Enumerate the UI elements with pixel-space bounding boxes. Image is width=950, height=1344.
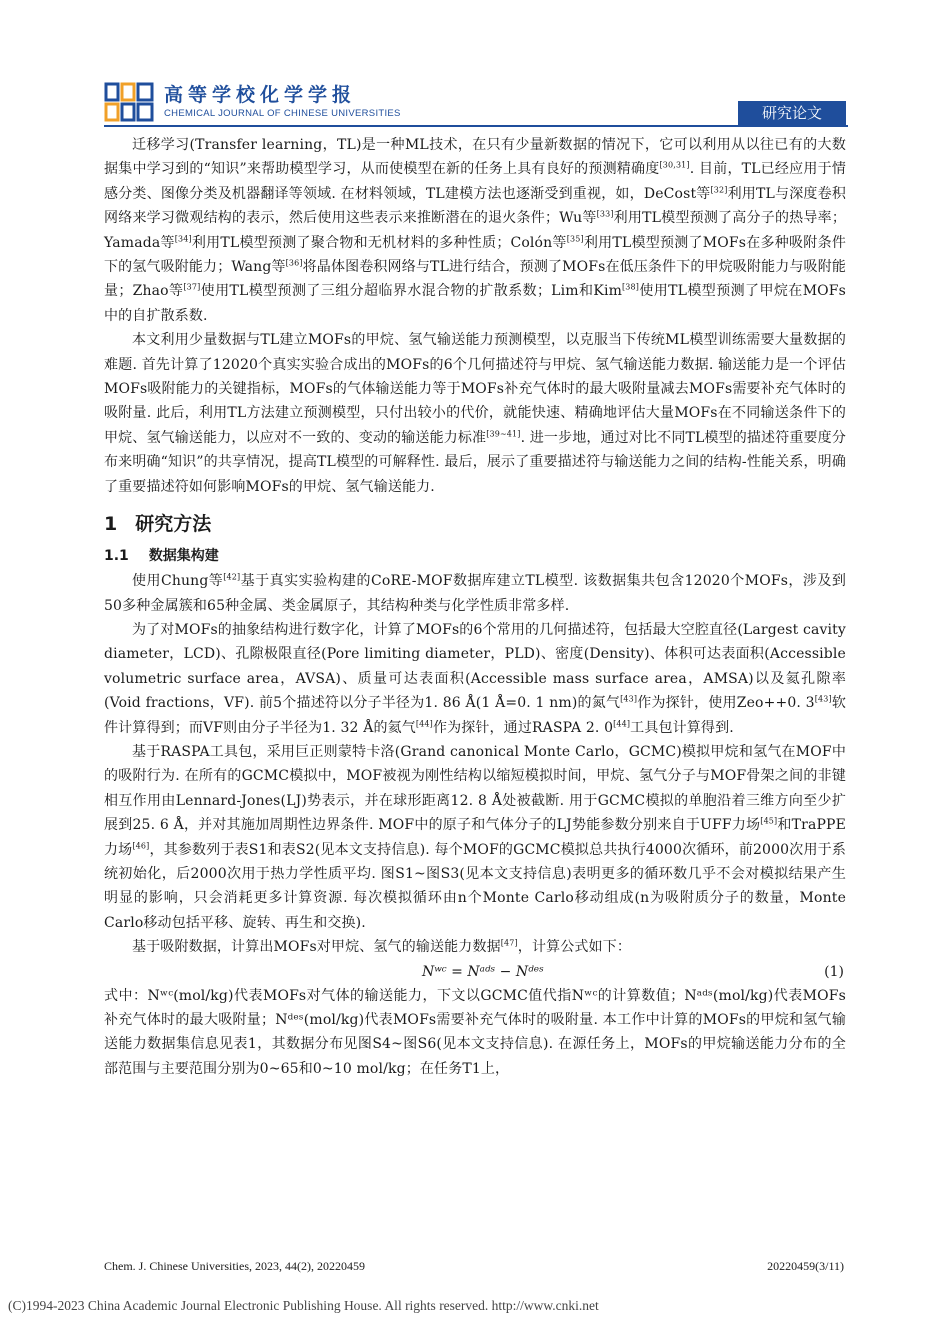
section-tag: 研究论文 (738, 101, 846, 127)
section-number: 1 (104, 513, 118, 536)
citation-ref[interactable]: [36] (285, 258, 303, 268)
subsection-title: 数据集构建 (148, 548, 219, 565)
citation-ref[interactable]: [30,31] (659, 160, 690, 170)
paragraph-descriptors: 为了对MOFs的抽象结构进行数字化，计算了MOFs的6个常用的几何描述符，包括最大空腔直径(Largest cavity diameter，LCD)、孔隙极限直径(Pore limiting diameter，PLD)、密度(Density)、体积可达表面积(Accessible volumetric surface area，AVSA)、质量可达表面积(Accessible mass surface area，AMSA)以及氦孔隙率(Void fractions，VF). 前5个描述符以分子半径为1. 86 Å(1 Å=0. 1 nm)的氮气[43]作为探针，使用Zeo++0. 3[43]软件计算得到；而VF则由分子半径为1. 32 Å的氦气[44]作为探针，通过RASPA 2. 0[44]工具包计算得到. (104, 621, 846, 736)
paragraph-dataset: 使用Chung等[42]基于真实实验构建的CoRE-MOF数据库建立TL模型. 该数据集共包含12020个MOFs，涉及到50多种金属簇和65种金属、类金属原子，其结构种类与化学性质非常多样. (104, 572, 846, 614)
copyright-notice: (C)1994-2023 China Academic Journal Electronic Publishing House. All rights reserved. http://www.cnki.net (8, 1298, 599, 1313)
equation-1 (104, 960, 846, 984)
subsection-heading (104, 545, 846, 567)
paragraph-transfer-learning: 迁移学习(Transfer learning，TL)是一种ML技术，在只有少量新数据的情况下，它可以利用从以往已有的大数据集中学习到的“知识”来帮助模型学习，从而使模型在新的任务上具有良好的预测精确度[30,31]. 目前，TL已经应用于情感分类、图像分类及机器翻译等领域. 在材料领域，TL建模方法也逐渐受到重视，如，DeCost等[32]利用TL与深度卷积网络来学习微观结构的表示，然后使用这些表示来推断潜在的退火条件；Wu等[33]利用TL模型预测了高分子的热导率；Yamada等[34]利用TL模型预测了聚合物和无机材料的多种性质；Colón等[35]利用TL模型预测了MOFs在多种吸附条件下的氢气吸附能力；Wang等[36]将晶体图卷积网络与TL进行结合，预测了MOFs在低压条件下的甲烷吸附能力与吸附能量；Zhao等[37]使用TL模型预测了三组分超临界水混合物的扩散系数；Lim和Kim[38]使用TL模型预测了甲烷在MOFs中的自扩散系数. (104, 137, 847, 324)
citation-ref[interactable]: [39~41] (486, 429, 521, 439)
journal-title-en: CHEMICAL JOURNAL OF CHINESE UNIVERSITIES (164, 108, 401, 119)
citation-ref[interactable]: [44] (613, 718, 631, 728)
article-body (104, 133, 846, 1081)
citation-ref[interactable]: [45] (760, 816, 778, 826)
citation-ref[interactable]: [32] (710, 185, 728, 195)
journal-title-cn: 高等学校化学学报 (164, 84, 357, 106)
subsection-number: 1.1 (104, 548, 129, 565)
citation-ref[interactable]: [44] (415, 718, 433, 728)
journal-header (104, 80, 844, 124)
citation-ref[interactable]: [46] (132, 840, 150, 850)
footer-page-number: 20220459(3/11) (767, 1259, 844, 1273)
equation-text: Nʷᶜ = Nᵃᵈˢ − Nᵈᵉˢ (422, 963, 544, 980)
citation-ref[interactable]: [35] (566, 233, 584, 243)
paragraph-gcmc: 基于RASPA工具包，采用巨正则蒙特卡洛(Grand canonical Monte Carlo，GCMC)模拟甲烷和氢气在MOF中的吸附行为. 在所有的GCMC模拟中，MOF被视为刚性结构以缩短模拟时间，甲烷、氢气分子与MOF骨架之间的非键相互作用由Lennard-Jones(LJ)势表示，并在球形距离12. 8 Å处被截断. 用于GCMC模拟的单胞沿着三维方向至少扩展到25. 6 Å，并对其施加周期性边界条件. MOF中的原子和气体分子的LJ势能参数分别来自于UFF力场[45]和TraPPE力场[46]，其参数列于表S1和表S2(见本文支持信息). 每个MOF的GCMC模拟总共执行4000次循环，前2000次用于系统初始化，后2000次用于热力学性质平均. 图S1~图S3(见本文支持信息)表明更多的循环数几乎不会对模拟结果产生明显的影响，只会消耗更多计算资源. 每次模拟循环由n个Monte Carlo移动组成(n为吸附质分子的数量，Monte Carlo移动包括平移、旋转、再生和交换). (104, 743, 846, 931)
section-heading (104, 511, 846, 537)
citation-ref[interactable]: [33] (596, 209, 614, 219)
journal-logo-icon (104, 80, 156, 124)
section-title: 研究方法 (135, 513, 212, 536)
citation-ref[interactable]: [34] (174, 233, 192, 243)
citation-ref[interactable]: [38] (622, 282, 640, 292)
citation-ref[interactable]: [43] (620, 694, 638, 704)
paragraph-this-work: 本文利用少量数据与TL建立MOFs的甲烷、氢气输送能力预测模型，以克服当下传统ML模型训练需要大量数据的难题. 首先计算了12020个真实实验合成出的MOFs的6个几何描述符与甲烷、氢气输送能力数据. 输送能力是一个评估MOFs吸附能力的关键指标，MOFs的气体输送能力等于MOFs补充气体时的最大吸附量减去MOFs需要补充气体时的吸附量. 此后，利用TL方法建立预测模型，只付出较小的代价，就能快速、精确地评估大量MOFs在不同输送条件下的甲烷、氢气输送能力，以应对不一致的、变动的输送能力标准[39~41]. 进一步地，通过对比不同TL模型的描述符重要度分布来明确“知识”的共享情况，提高TL模型的可解释性. 最后，展示了重要描述符与输送能力之间的结构-性能关系，明确了重要描述符如何影响MOFs的甲烷、氢气输送能力. (104, 332, 846, 495)
footer-citation: Chem. J. Chinese Universities, 2023, 44(2), 20220459 (104, 1259, 365, 1273)
header-rule (104, 125, 848, 127)
citation-ref[interactable]: [47] (500, 938, 518, 948)
citation-ref[interactable]: [42] (223, 572, 241, 582)
equation-number: (1) (824, 963, 844, 980)
paragraph-equation-explanation: 式中：Nʷᶜ(mol/kg)代表MOFs对气体的输送能力，下文以GCMC值代指Nʷᶜ的计算数值；Nᵃᵈˢ(mol/kg)代表MOFs补充气体时的最大吸附量；Nᵈᵉˢ(mol/kg)代表MOFs需要补充气体时的吸附量. 本工作中计算的MOFs的甲烷和氢气输送能力数据集信息见表1，其数据分布见图S4~图S6(见本文支持信息). 在源任务上，MOFs的甲烷输送能力分布的全部范围与主要范围分别为0~65和0~10 mol/kg；在任务T1上， (104, 987, 846, 1077)
citation-ref[interactable]: [43] (814, 694, 832, 704)
citation-ref[interactable]: [37] (183, 282, 201, 292)
paragraph-capacity: 基于吸附数据，计算出MOFs对甲烷、氢气的输送能力数据[47]，计算公式如下： (132, 938, 631, 956)
